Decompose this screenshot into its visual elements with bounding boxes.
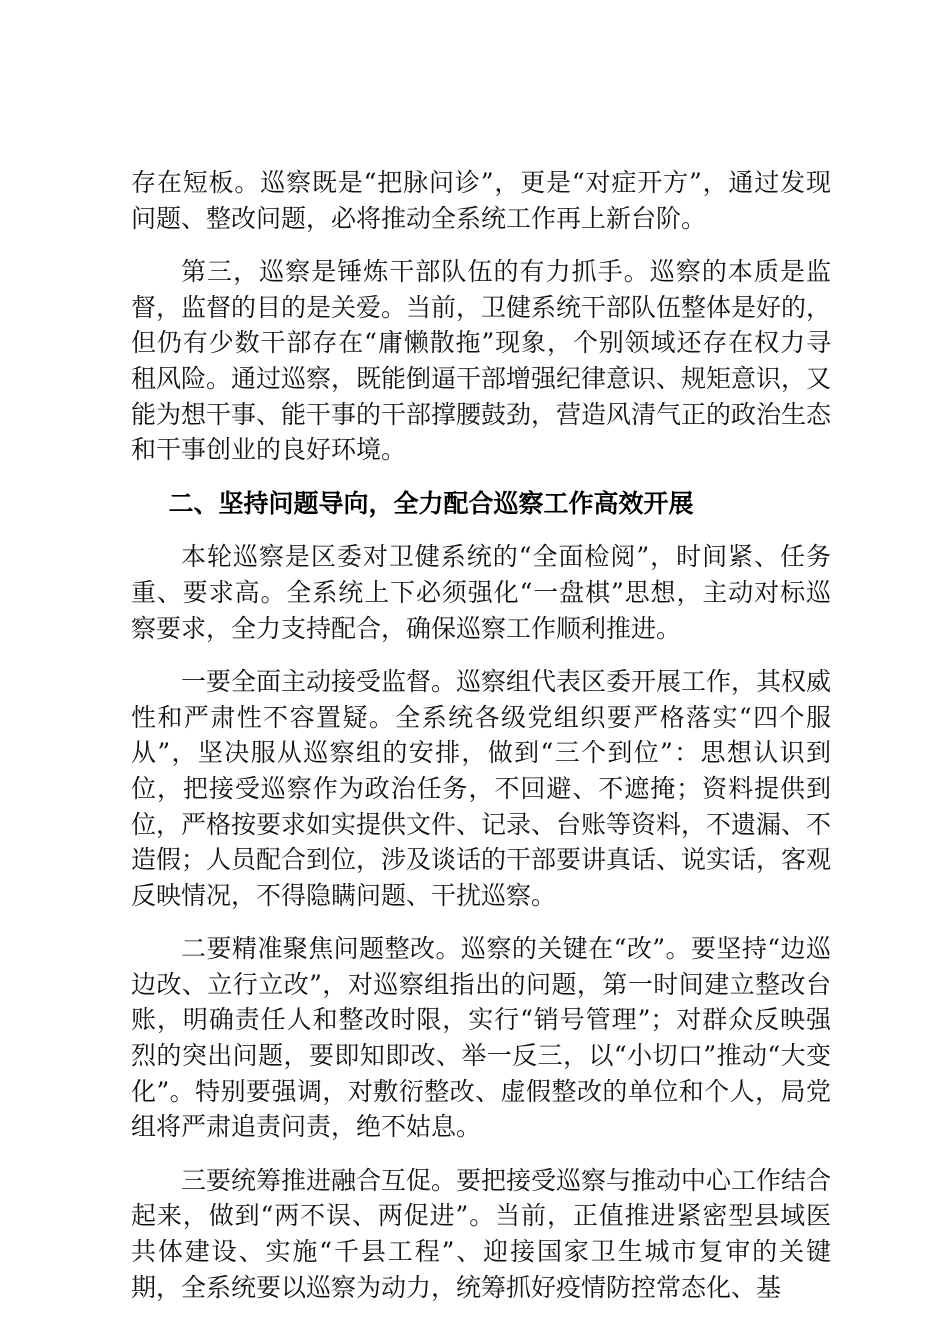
paragraph-point-three: 三要统筹推进融合互促。要把接受巡察与推动中心工作结合起来，做到“两不误、两促进”。当前，正值推进紧密型县域医共体建设、实施“千县工程”、迎接国家卫生城市复审的关键期，全系统要以巡察为动力，统筹抓好疫情防控常态化、基 — [131, 1165, 832, 1302]
paragraph-third-point: 第三，巡察是锤炼干部队伍的有力抓手。巡察的本质是监督，监督的目的是关爱。当前，卫健系统干部队伍整体是好的，但仍有少数干部存在“庸懒散拖”现象，个别领域还存在权力寻租风险。通过巡察，既能倒逼干部增强纪律意识、规矩意识，又能为想干事、能干事的干部撑腰鼓劲，营造风清气正的政治生态和干事创业的良好环境。 — [131, 257, 832, 465]
paragraph-point-one: 一要全面主动接受监督。巡察组代表区委开展工作，其权威性和严肃性不容置疑。全系统各级党组织要严格落实“四个服从”，坚决服从巡察组的安排，做到“三个到位”：思想认识到位，把接受巡察作为政治任务，不回避、不遮掩；资料提供到位，严格按要求如实提供文件、记录、台账等资料，不遗漏、不造假；人员配合到位，涉及谈话的干部要讲真话、说实话，客观反映情况，不得隐瞒问题、干扰巡察。 — [131, 667, 832, 910]
document-body — [131, 165, 831, 1323]
paragraph-point-two: 二要精准聚焦问题整改。巡察的关键在“改”。要坚持“边巡边改、立行立改”，对巡察组指出的问题，第一时间建立整改台账，明确责任人和整改时限，实行“销号管理”；对群众反映强烈的突出问题，要即知即改、举一反三，以“小切口”推动“大变化”。特别要强调，对敷衍整改、虚假整改的单位和个人，局党组将严肃追责问责，绝不姑息。 — [131, 934, 831, 1142]
paragraph-continuation: 存在短板。巡察既是“把脉问诊”，更是“对症开方”，通过发现问题、整改问题，必将推动全系统工作再上新台阶。 — [131, 168, 831, 233]
section-heading: 二、坚持问题导向，全力配合巡察工作高效开展 — [168, 488, 694, 518]
paragraph-intro: 本轮巡察是区委对卫健系统的“全面检阅”，时间紧、任务重、要求高。全系统上下必须强化“一盘棋”思想，主动对标巡察要求，全力支持配合，确保巡察工作顺利推进。 — [131, 542, 831, 643]
